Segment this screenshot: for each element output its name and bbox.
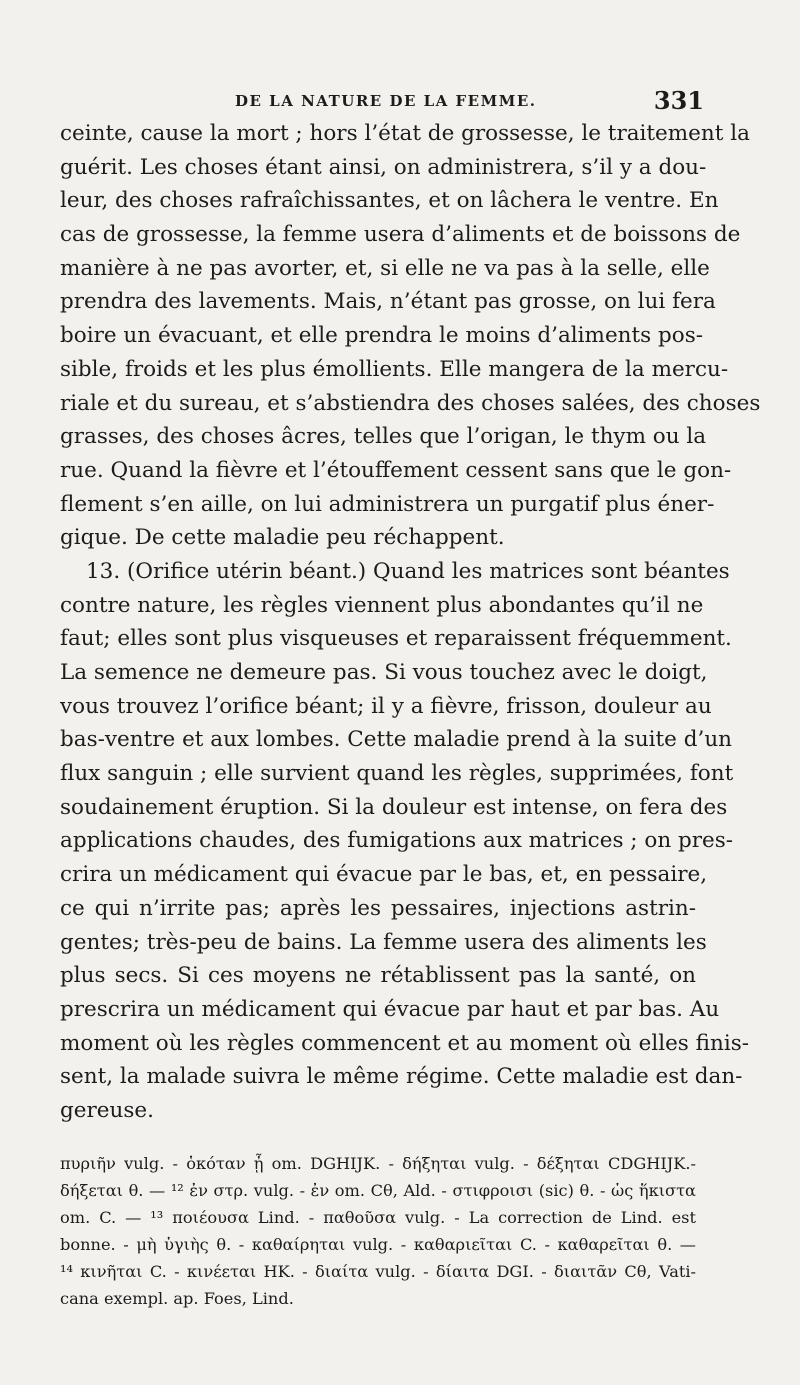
critical-apparatus-notes [60,1150,696,1312]
text-line: prendra des lavements. Mais, n’étant pas grosse, on lui fera [60,289,716,315]
section-heading-line: 13. (Orifice utérin béant.) Quand les matrices sont béantes [86,558,730,584]
text-line: guérit. Les choses étant ainsi, on administrera, s’il y a dou- [60,154,707,180]
page-number: 331 [653,86,704,115]
text-line: boire un évacuant, et elle prendra le moins d’aliments pos- [60,323,704,349]
text-line: ceinte, cause la mort ; hors l’état de grossesse, le traitement la [60,121,750,146]
text-line: cas de grossesse, la femme usera d’aliments et de boissons de [60,222,741,248]
text-line: plus secs. Si ces moyens ne rétablissent pas la santé, on [60,963,696,989]
note-line: πυριῆν vulg. - ὁκόταν ᾖ om. DGHIJK. - δήξηται vulg. - δέξηται CDGHIJK.- [60,1154,696,1173]
text-line: riale et du sureau, et s’abstiendra des choses salées, des choses [60,390,761,416]
running-title: DE LA NATURE DE LA FEMME. [235,92,537,110]
text-line: gentes; très-peu de bains. La femme usera des aliments les [60,929,707,955]
main-text [60,117,761,1128]
text-line: ce qui n’irrite pas; après les pessaires, injections astrin- [60,895,696,921]
note-line: bonne. - μὴ ὑγιὴς θ. - καθαίρηται vulg. - καθαριεῖται C. - καθαρεῖται θ. — [60,1235,696,1254]
text-line: rue. Quand la fièvre et l’étouffement cessent sans que le gon- [60,457,732,483]
text-line: prescrira un médicament qui évacue par haut et par bas. Au [60,996,720,1022]
text-line: moment où les règles commencent et au moment où elles finis- [60,1030,750,1056]
text-line: faut; elles sont plus visqueuses et reparaissent fréquemment. [60,626,732,652]
running-head [60,86,704,115]
text-line: soudainement éruption. Si la douleur est intense, on fera des [60,794,728,820]
text-line: bas-ventre et aux lombes. Cette maladie prend à la suite d’un [60,727,733,753]
text-line: La semence ne demeure pas. Si vous touchez avec le doigt, [60,660,708,685]
text-line: gique. De cette maladie peu réchappent. [60,525,505,551]
text-line: applications chaudes, des fumigations aux matrices ; on pres- [60,828,734,854]
note-line: cana exempl. ap. Foes, Lind. [60,1289,294,1308]
text-line: crira un médicament qui évacue par le bas, et, en pessaire, [60,862,708,888]
text-line: manière à ne pas avorter, et, si elle ne va pas à la selle, elle [60,255,710,281]
text-line: contre nature, les règles viennent plus abondantes qu’il ne [60,592,704,618]
text-line: sible, froids et les plus émollients. Elle mangera de la mercu- [60,356,729,382]
note-line: om. C. — ¹³ ποιέουσα Lind. - παθοῦσα vulg. - La correction de Lind. est [60,1208,696,1227]
text-line: gereuse. [60,1097,154,1123]
text-line: leur, des choses rafraîchissantes, et on lâchera le ventre. En [60,188,719,214]
text-line: flement s’en aille, on lui administrera un purgatif plus éner- [60,491,715,517]
text-line: vous trouvez l’orifice béant; il y a fièvre, frisson, douleur au [60,693,712,719]
note-line: ¹⁴ κινῆται C. - κινέεται HK. - διαίτα vulg. - δίαιτα DGI. - διαιτᾶν Cθ, Vati- [60,1262,696,1281]
text-line: sent, la malade suivra le même régime. Cette maladie est dan- [60,1064,743,1090]
note-line: δήξεται θ. — ¹² ἐν στρ. vulg. - ἐν om. Cθ, Ald. - στιφροισι (sic) θ. - ὡς ἥκιστα [60,1181,696,1200]
text-line: flux sanguin ; elle survient quand les règles, supprimées, font [60,761,734,787]
text-line: grasses, des choses âcres, telles que l’origan, le thym ou la [60,424,707,450]
